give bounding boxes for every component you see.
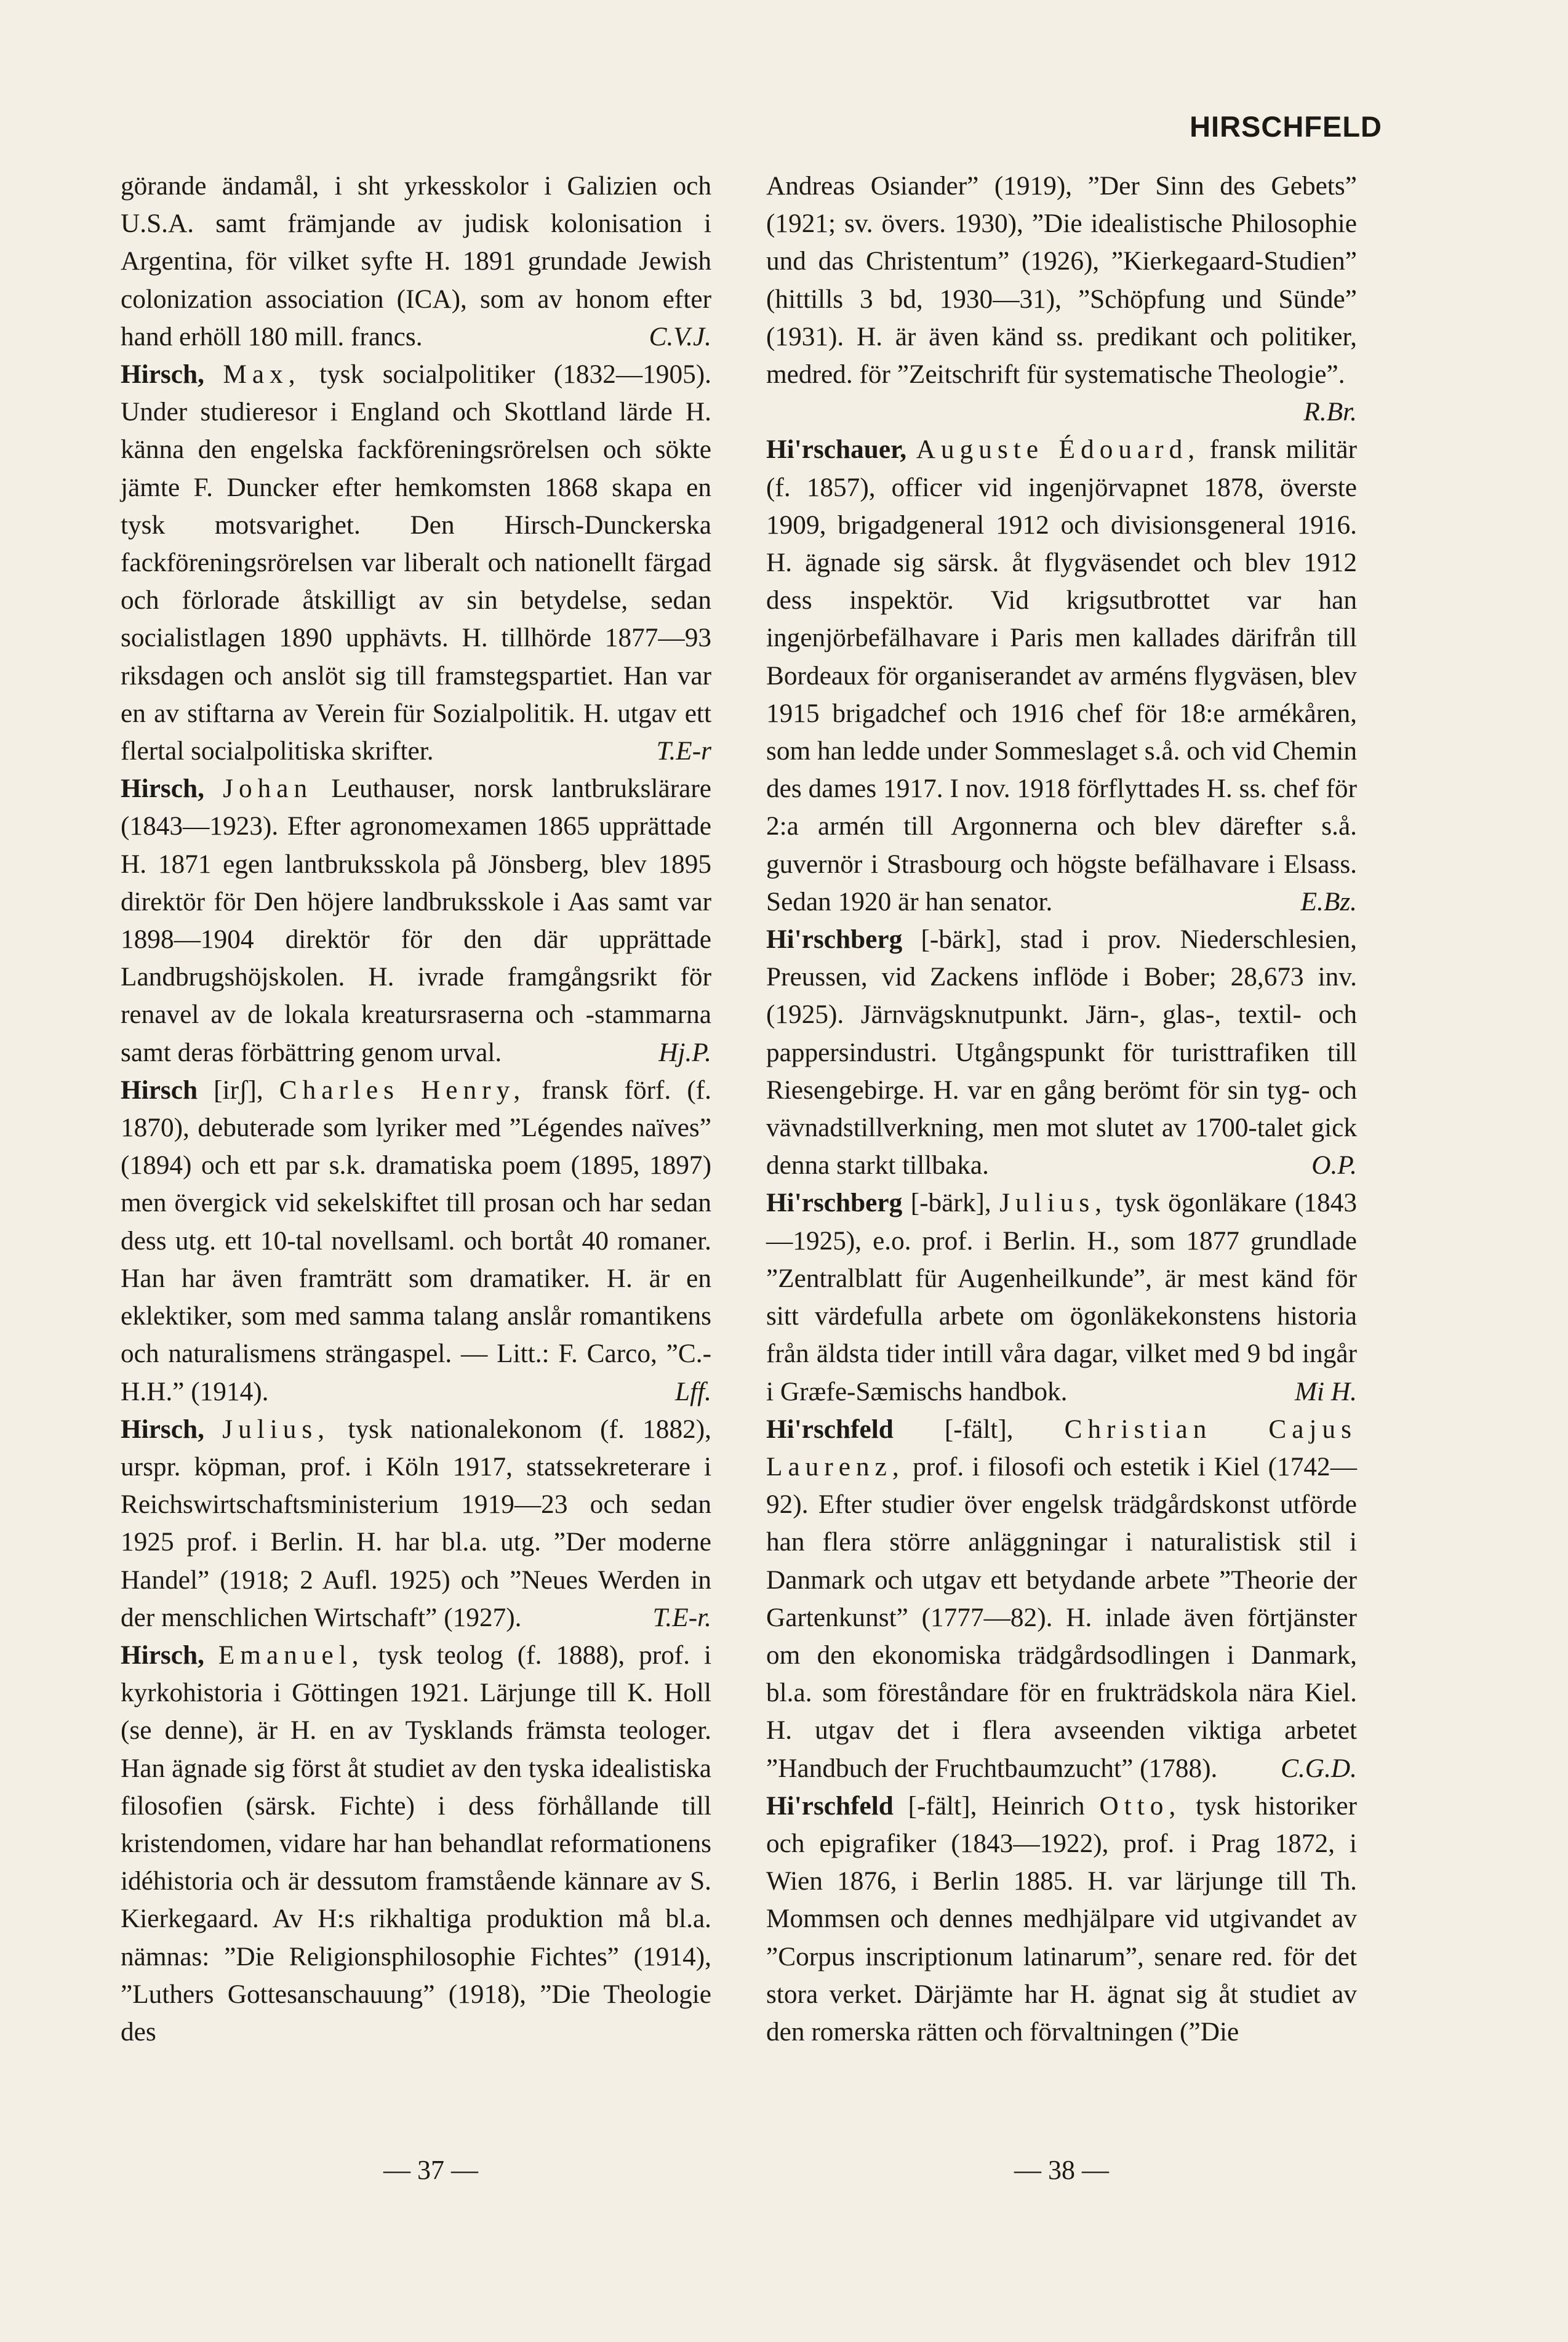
pronunciation: [-bärk], — [902, 1188, 1000, 1218]
given-name: Charles Henry, — [279, 1075, 526, 1105]
pronunciation: [-bärk], — [902, 924, 1020, 955]
given-name: Max, — [223, 359, 301, 390]
entry: Hi'rschfeld [-fält], Heinrich Otto, tysk historiker och epigrafiker (1843—1922), prof. i Prag 1872, i Wien 1876, i Berlin 1885. H. var lärjunge till Th. Mommsen och dennes medhjälpare vid utgivandet av ”Corpus inscriptionum latinarum”, senare red. för det stora verket. Därjämte har H. ägnat sig åt studiet av den romerska rätten och förvaltningen (”Die — [766, 1791, 1357, 2047]
given-name: Otto, — [1099, 1791, 1182, 1821]
entry: Hirsch [irʃ], Charles Henry, fransk förf. (f. 1870), debuterade som lyriker med ”Légendes naïves” (1894) och ett par s.k. dramatiska poem (1895, 1897) men övergick vid sekelskiftet till prosan och har sedan dess utg. ett 10-tal novellsaml. och bortåt 40 romaner. Han har även framträtt som dramatiker. H. är en eklektiker, som med samma talang anslår romantikens och naturalismens strängaspel. — Litt.: F. Carco, ”C.-H.H.” (1914). Lff. — [121, 1072, 711, 1411]
page-number-right: — 38 — — [1014, 2155, 1109, 2185]
given-name: Julius, — [999, 1188, 1108, 1218]
given-name: Christian Cajus Laurenz, — [766, 1414, 1357, 1482]
entry: görande ändamål, i sht yrkesskolor i Galizien och U.S.A. samt främjande av judisk kolonisation i Argentina, för vilket syfte H. 1891 grundade Jewish colonization association (ICA), som av honom efter hand erhöll 180 mill. francs. C.V.J. — [121, 167, 711, 356]
entry: Hi'rschfeld [-fält], Christian Cajus Laurenz, prof. i filosofi och estetik i Kiel (1742—92). Efter studier över engelsk trädgårdskonst utförde han flera större anläggningar i naturalistisk stil i Danmark och utgav ett betydande arbete ”Theorie der Gartenkunst” (1777—82). H. inlade även förtjänster om den ekonomiska trädgårdsodlingen i Danmark, bl.a. som föreståndare för en frukträdskola nära Kiel. H. utgav det i flera avseenden viktiga arbetet ”Handbuch der Fruchtbaumzucht” (1788). C.G.D. — [766, 1411, 1357, 1787]
pronunciation: [irʃ], — [198, 1075, 279, 1105]
author-signature: T.E-r — [656, 736, 711, 766]
headword: Hirsch, — [121, 359, 204, 390]
headword: Hirsch, — [121, 1640, 204, 1670]
author-signature: Hj.P. — [658, 1037, 711, 1067]
entry: Hi'rschberg [-bärk], Julius, tysk ögonläkare (1843—1925), e.o. prof. i Berlin. H., som 1877 grundlade ”Zentralblatt für Augenheilkunde”, är mest känd för sitt värdefulla arbete om ögonläkekonstens historia från äldsta tider intill våra dagar, vilket med 9 bd ingår i Græfe-Sæmischs handbok. Mi H. — [766, 1184, 1357, 1410]
given-name: Auguste Édouard, — [916, 435, 1201, 465]
page-number-left: — 37 — — [383, 2155, 478, 2185]
entry: Andreas Osiander” (1919), ”Der Sinn des Gebets” (1921; sv. övers. 1930), ”Die idealistische Philosophie und das Christentum” (1926), ”Kierkegaard-Studien” (hittills 3 bd, 1930—31), ”Schöpfung und Sünde” (1931). H. är även känd ss. predikant och politiker, medred. för ”Zeitschrift für systematische Theologie”. R.Br. — [766, 167, 1357, 431]
given-name: Johan — [223, 774, 313, 804]
headword: Hi'rschberg — [766, 924, 903, 955]
headword: Hi'rschfeld — [766, 1414, 894, 1444]
running-head: HIRSCHFELD — [1190, 110, 1382, 143]
headword: Hi'rschberg — [766, 1188, 903, 1218]
headword: Hi'rschauer, — [766, 435, 907, 465]
entry: Hi'rschauer, Auguste Édouard, fransk militär (f. 1857), officer vid ingenjörvapnet 1878, överste 1909, brigadgeneral 1912 och divisionsgeneral 1916. H. ägnade sig särsk. åt flygväsendet och blev 1912 dess inspektör. Vid krigsutbrottet var han ingenjörbefälhavare i Paris men kallades därifrån till Bordeaux för organiserandet av arméns flygväsen, blev 1915 brigadchef och 1916 chef för 18:e armékåren, som han ledde under Sommeslaget s.å. och vid Chemin des dames 1917. I nov. 1918 förflyttades H. ss. chef för 2:a armén till Argonnerna och blev därefter s.å. guvernör i Strasbourg och högste befälhavare i Elsass. Sedan 1920 är han senator. E.Bz. — [766, 431, 1357, 921]
given-name: Julius, — [222, 1414, 330, 1444]
author-signature: O.P. — [1311, 1150, 1357, 1181]
entry: Hirsch, Julius, tysk nationalekonom (f. 1882), urspr. köpman, prof. i Köln 1917, statssekreterare i Reichswirtschaftsministerium 1919—23 och sedan 1925 prof. i Berlin. H. har bl.a. utg. ”Der moderne Handel” (1918; 2 Aufl. 1925) och ”Neues Werden in der menschlichen Wirtschaft” (1927). T.E-r. — [121, 1411, 711, 1637]
left-column — [121, 167, 711, 2051]
entry: Hirsch, Emanuel, tysk teolog (f. 1888), prof. i kyrkohistoria i Göttingen 1921. Lärjunge till K. Holl (se denne), är H. en av Tysklands främsta teologer. Han ägnade sig först åt studiet av den tyska idealistiska filosofien (särsk. Fichte) i dess förhållande till kristendomen, vidare har han behandlat reformationens idéhistoria och är dessutom framstående kännare av S. Kierkegaard. Av H:s rikhaltiga produktion må bl.a. nämnas: ”Die Religionsphilosophie Fichtes” (1914), ”Luthers Gottesanschauung” (1918), ”Die Theologie des — [121, 1640, 712, 2047]
entry: Hirsch, Max, tysk socialpolitiker (1832—1905). Under studieresor i England och Skottland lärde H. känna den engelska fackföreningsrörelsen och sökte jämte F. Duncker efter hemkomsten 1868 skapa en tysk motsvarighet. Den Hirsch-Dunckerska fackföreningsrörelsen var liberalt och nationellt färgad och förlorade åtskilligt av sin betydelse, sedan socialistlagen 1890 upphävts. H. tillhörde 1877—93 riksdagen och anslöt sig till framstegspartiet. Han var en av stiftarna av Verein für Sozialpolitik. H. utgav ett flertal socialpolitiska skrifter. T.E-r — [121, 356, 711, 770]
author-signature: Lff. — [675, 1376, 711, 1406]
right-column — [766, 167, 1357, 2051]
given-name: Emanuel, — [218, 1640, 364, 1670]
author-signature: C.G.D. — [1281, 1753, 1357, 1783]
headword: Hirsch, — [121, 1414, 204, 1444]
pronunciation: [-fält], — [893, 1414, 1065, 1444]
headword: Hirsch — [121, 1075, 198, 1105]
author-signature: T.E-r. — [652, 1602, 711, 1632]
headword: Hirsch, — [121, 774, 204, 804]
entry: Hi'rschberg [-bärk], stad i prov. Niederschlesien, Preussen, vid Zackens inflöde i Bober; 28,673 inv. (1925). Järnvägsknutpunkt. Järn-, glas-, textil- och pappersindustri. Utgångspunkt för turisttrafiken till Riesengebirge. H. var en gång berömt för sin tyg- och vävnadstillverkning, men mot slutet av 1700-talet gick denna starkt tillbaka. O.P. — [766, 921, 1357, 1184]
author-signature: E.Bz. — [1300, 886, 1357, 916]
author-signature: R.Br. — [1303, 397, 1357, 427]
headword: Hi'rschfeld — [766, 1791, 894, 1821]
pronunciation: [-fält], Heinrich — [893, 1791, 1100, 1821]
entry: Hirsch, Johan Leuthauser, norsk lantbrukslärare (1843—1923). Efter agronomexamen 1865 upprättade H. 1871 egen lantbruksskola på Jönsberg, blev 1895 direktör för Den höjere landbruksskole i Aas samt var 1898—1904 direktör för den där upprättade Landbrugshöjskolen. H. ivrade framgångsrikt för renavel av de lokala kreatursraserna och -stammarna samt deras förbättring genom urval. Hj.P. — [121, 770, 711, 1072]
author-signature: C.V.J. — [649, 321, 711, 351]
author-signature: Mi H. — [1294, 1376, 1357, 1406]
